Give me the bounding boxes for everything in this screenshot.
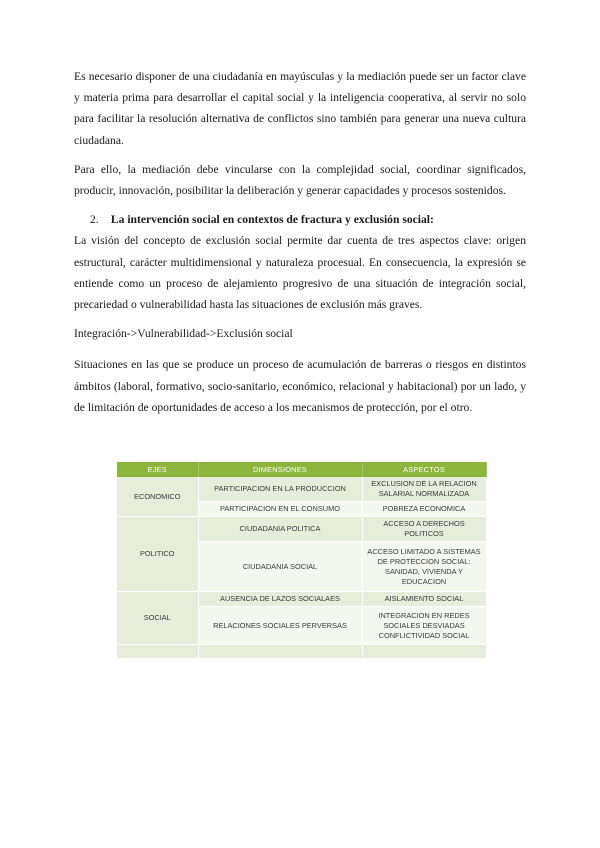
table-header-row (117, 462, 486, 477)
empty-cell (198, 645, 362, 659)
dimension-cell: CIUDADANIA SOCIAL (198, 542, 362, 592)
table-row (117, 517, 486, 542)
empty-cell (117, 645, 198, 659)
empty-cell (362, 645, 486, 659)
integration-flow: Integración->Vulnerabilidad->Exclusión social (74, 327, 293, 341)
aspecto-cell: ACCESO A DERECHOS POLITICOS (362, 517, 486, 542)
heading-text: La intervención social en contextos de fractura y exclusión social: (110, 213, 434, 227)
dimension-cell: PARTICIPACION EN LA PRODUCCION (198, 477, 362, 502)
aspecto-cell: EXCLUSION DE LA RELACION SALARIAL NORMALIZADA (362, 477, 486, 502)
document-body (74, 66, 526, 426)
paragraph-mediacion: Para ello, la mediación debe vincularse con la complejidad social, coordinar significados, producir, innovación, posibilitar la deliberación y generar capacidades y procesos sostenidos. (74, 162, 526, 198)
aspecto-cell: INTEGRACION EN REDES SOCIALES DESVIADAS CONFLICTIVIDAD SOCIAL (362, 607, 486, 645)
header-aspectos: ASPECTOS (362, 462, 486, 477)
eje-economico: ECONOMICO (117, 477, 198, 517)
paragraph-exclusion: La visión del concepto de exclusión social permite dar cuenta de tres aspectos clave: origen estructural, carácter multidimensional y naturaleza procesual. En consecuencia, la expresión se entiende como un proceso de alejamiento progresivo de una situación de integración social, precariedad o vulnerabilidad hasta las situaciones de exclusión más graves. (74, 234, 526, 312)
table-row (117, 592, 486, 607)
header-ejes: EJES (117, 462, 198, 477)
section-heading (74, 209, 526, 230)
aspecto-cell: ACCESO LIMITADO A SISTEMAS DE PROTECCION SOCIAL: SANIDAD, VIVIENDA Y EDUCACION (362, 542, 486, 592)
heading-number: 2. (90, 213, 99, 227)
table-row (117, 477, 486, 502)
paragraph-ciudadania: Es necesario disponer de una ciudadanía en mayúsculas y la mediación puede ser un factor clave y materia prima para desarrollar el capital social y la inteligencia cooperativa, al servir no solo para facilitar la resolución alternativa de conflictos sino también para generar una nueva cultura ciudadana. (74, 70, 526, 147)
table-row-empty (117, 645, 486, 659)
aspecto-cell: AISLAMIENTO SOCIAL (362, 592, 486, 607)
dimension-cell: CIUDADANIA POLITICA (198, 517, 362, 542)
eje-politico: POLITICO (117, 517, 198, 592)
dimensions-table (117, 462, 487, 659)
eje-social: SOCIAL (117, 592, 198, 645)
paragraph-situaciones: Situaciones en las que se produce un proceso de acumulación de barreras o riesgos en distintos ámbitos (laboral, formativo, socio-sanitario, económico, relacional y habitacional) por un lado, y de limitación de oportunidades de acceso a los mecanismos de protección, por el otro. (74, 358, 526, 414)
dimension-cell: RELACIONES SOCIALES PERVERSAS (198, 607, 362, 645)
header-dimensiones: DIMENSIONES (198, 462, 362, 477)
dimension-cell: PARTICIPACION EN EL CONSUMO (198, 502, 362, 517)
aspecto-cell: POBREZA ECONOMICA (362, 502, 486, 517)
dimension-cell: AUSENCIA DE LAZOS SOCIALAES (198, 592, 362, 607)
